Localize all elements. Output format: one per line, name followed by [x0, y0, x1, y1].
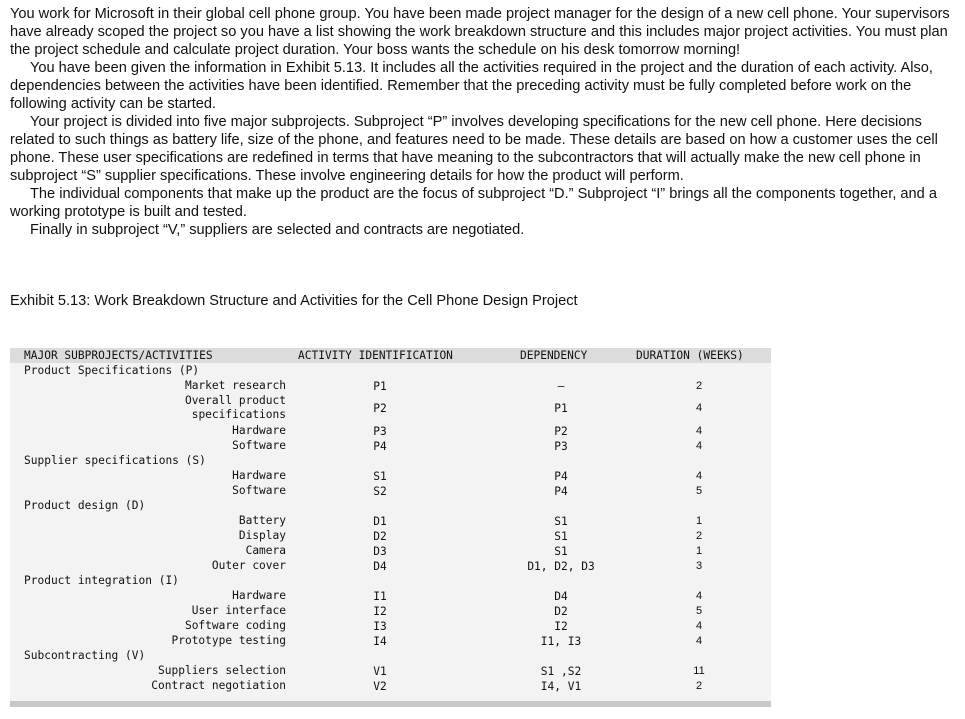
activity-id-text: I2	[373, 605, 387, 618]
activity-dependency-text: S1 ,S2	[540, 665, 582, 678]
subproject-heading: Supplier specifications (S)	[24, 454, 206, 467]
activity-id-text: I1	[373, 590, 387, 603]
activity-duration-text: 2	[695, 380, 703, 392]
activity-id-text: P3	[373, 425, 387, 438]
activity-dependency-text: P1	[554, 402, 568, 415]
activity-dependency-text: S1	[554, 545, 568, 558]
activity-id-text: S2	[373, 485, 387, 498]
intro-text	[10, 5, 955, 239]
activity-dependency-text: S1	[554, 530, 568, 543]
activity-name: Battery	[238, 514, 286, 527]
activity-dependency-text: I2	[554, 620, 568, 633]
activity-id-text: D1	[373, 515, 387, 528]
activity-dependency-text: P4	[554, 470, 568, 483]
activity-dependency-text: I1, I3	[540, 635, 582, 648]
activity-id-text: D3	[373, 545, 387, 558]
intro-paragraph-3: Your project is divided into five major subprojects. Subproject “P” involves developing specifications for the new cell phone. Here decisions related to such things as battery life, size of the phone, and features need to be made. These details are based on how a customer uses the cell phone. These user specifications are redefined in terms that have meaning to the subcontractors that will actually make the new cell phone in subproject “S” supplier specifications. These involve engineering details for how the product will perform.	[10, 114, 938, 184]
activity-name: Suppliers selection	[158, 664, 286, 677]
activity-id-text: I4	[373, 635, 387, 648]
activity-name: Camera	[245, 544, 286, 557]
activity-id-text: D4	[373, 560, 387, 573]
activity-dependency-text: S1	[554, 515, 568, 528]
activity-name: Market research	[184, 379, 286, 392]
activity-duration-text: 4	[695, 590, 703, 602]
activity-name: Hardware	[232, 589, 286, 602]
activity-duration-text: 5	[695, 485, 703, 497]
activity-id-text: I3	[373, 620, 387, 633]
activity-id-text: P4	[373, 440, 387, 453]
activity-name: Software	[232, 484, 286, 497]
subproject-heading: Product design (D)	[24, 499, 146, 512]
activity-id-text: V2	[373, 680, 387, 693]
activity-name: Hardware	[232, 469, 286, 482]
activity-dependency-text: P3	[554, 440, 568, 453]
activity-dependency-text: P4	[554, 485, 568, 498]
activity-duration-text: 2	[695, 680, 703, 692]
activity-dependency-text: D1, D2, D3	[527, 560, 595, 573]
activity-dependency-text: P2	[554, 425, 568, 438]
activity-duration-text: 11	[693, 665, 705, 677]
activity-name: Prototype testing	[171, 634, 286, 647]
intro-paragraph-4: The individual components that make up the product are the focus of subproject “D.” Subproject “I” brings all the components together, and a working prototype is built and tested.	[10, 186, 937, 220]
activity-duration-text: 4	[695, 470, 703, 482]
activity-duration-text: 1	[695, 545, 703, 557]
subproject-heading: Product Specifications (P)	[24, 364, 200, 377]
activity-dependency-text: D2	[554, 605, 568, 618]
header-duration: DURATION (WEEKS)	[636, 349, 744, 362]
subproject-heading: Subcontracting (V)	[24, 649, 146, 662]
activity-name: Contract negotiation	[151, 679, 286, 692]
activity-duration-text: 2	[695, 530, 703, 542]
activity-name: Software	[232, 439, 286, 452]
activity-name: Overall product specifications	[184, 394, 286, 421]
activity-id-text: S1	[373, 470, 387, 483]
activity-duration-text: 1	[695, 515, 703, 527]
header-dependency: DEPENDENCY	[520, 349, 588, 362]
intro-paragraph-5: Finally in subproject “V,” suppliers are selected and contracts are negotiated.	[30, 222, 525, 238]
table-header-row	[10, 348, 771, 363]
wbs-table	[10, 348, 771, 707]
activity-id-text: P2	[373, 402, 387, 415]
activity-dependency-text: —	[557, 380, 565, 393]
activity-name: User interface	[191, 604, 286, 617]
activity-duration-text: 4	[695, 620, 703, 632]
activity-duration-text: 3	[695, 560, 703, 572]
exhibit-title: Exhibit 5.13: Work Breakdown Structure and Activities for the Cell Phone Design Project	[10, 293, 578, 309]
activity-duration-text: 5	[695, 605, 703, 617]
activity-dependency-text: D4	[554, 590, 568, 603]
activity-duration-text: 4	[695, 635, 703, 647]
activity-id-text: V1	[373, 665, 387, 678]
activity-name: Display	[238, 529, 286, 542]
activity-name: Software coding	[184, 619, 286, 632]
intro-paragraph-2: You have been given the information in Exhibit 5.13. It includes all the activities required in the project and the duration of each activity. Also, dependencies between the activities have been identified. Remember that the preceding activity must be fully completed before work on the following activity can be started.	[10, 60, 933, 112]
activity-name: Outer cover	[211, 559, 286, 572]
activity-name: Hardware	[232, 424, 286, 437]
intro-paragraph-1: You work for Microsoft in their global cell phone group. You have been made project manager for the design of a new cell phone. Your supervisors have already scoped the project so you have a list showing the work breakdown structure and this includes major project activities. You must plan the project schedule and calculate project duration. Your boss wants the schedule on his desk tomorrow morning!	[10, 6, 950, 58]
header-activity-identification: ACTIVITY IDENTIFICATION	[298, 349, 453, 362]
activity-id-text: P1	[373, 380, 387, 393]
activity-dependency-text: I4, V1	[540, 680, 582, 693]
subproject-heading: Product integration (I)	[24, 574, 179, 587]
table-bottom-rule	[10, 701, 771, 707]
activity-duration-text: 4	[695, 425, 703, 437]
header-major-subprojects: MAJOR SUBPROJECTS/ACTIVITIES	[24, 349, 213, 362]
activity-id-text: D2	[373, 530, 387, 543]
activity-duration-text: 4	[695, 440, 703, 452]
activity-duration-text: 4	[695, 402, 703, 414]
